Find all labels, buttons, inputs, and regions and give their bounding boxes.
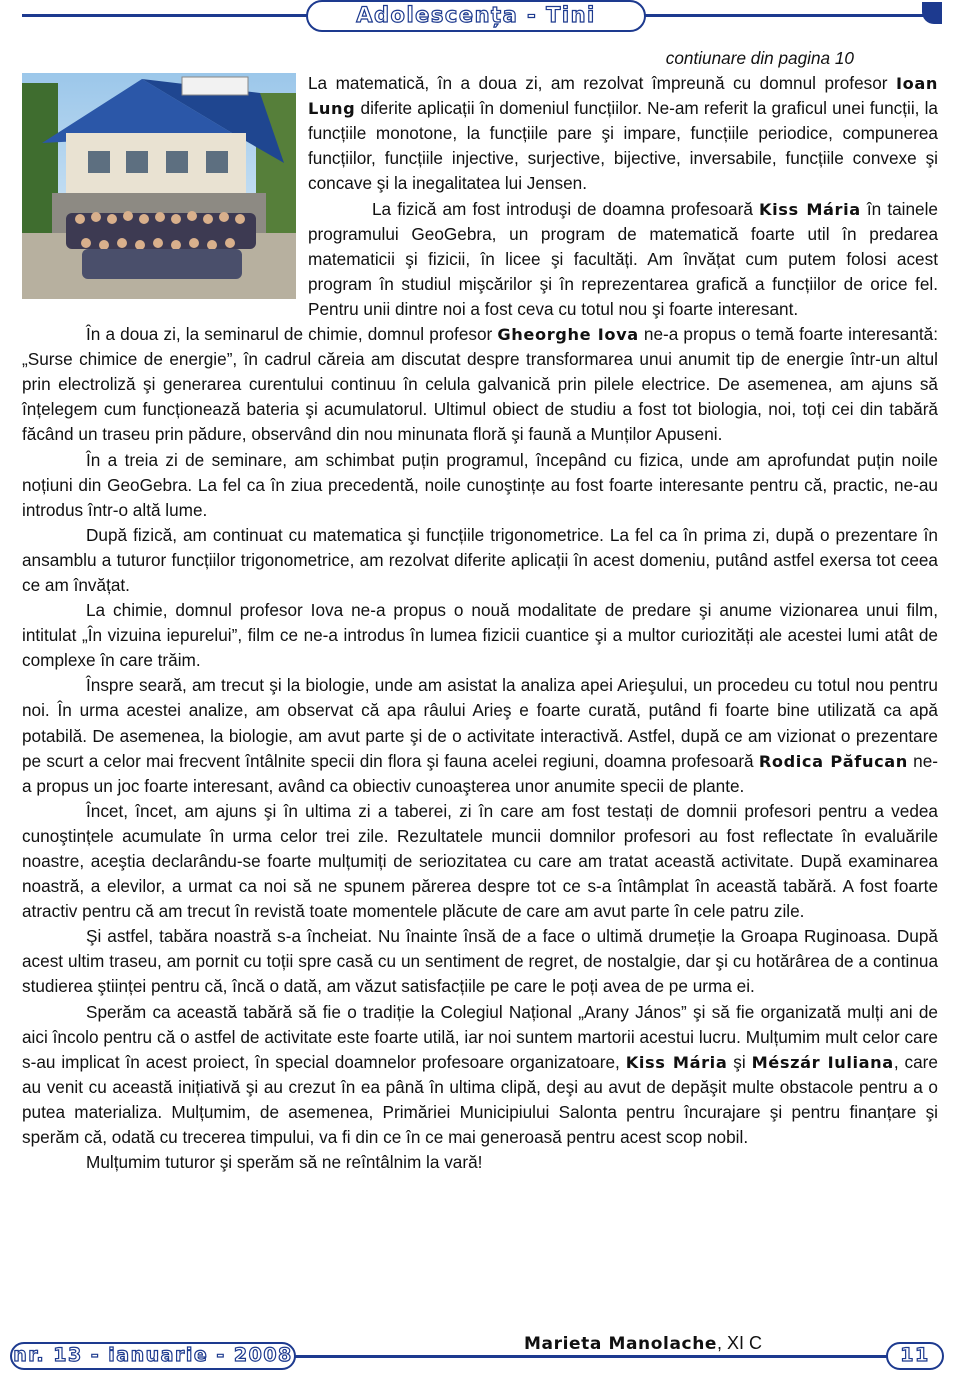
- group-photo: [22, 73, 296, 299]
- continued-note: contiunare din pagina 10: [665, 48, 854, 68]
- paragraph: [22, 799, 938, 924]
- person-name: Mészár Iuliana: [751, 1052, 894, 1072]
- page-number-badge: [886, 1342, 944, 1370]
- paragraph: [22, 448, 938, 523]
- magazine-section-title: Adolescența - Tini: [356, 3, 596, 27]
- text-segment: ne-a propus o temă foarte interesantă: „Surse chimice de energie”, în cadrul căreia am discutat despre transformarea unui anumit tip de energie într-un altul prin electroliză şi generarea curentului continuu în celula galvanică prin pilele electrice. De asemenea, am ajuns să înțelegem cum funcționează bateria şi acumulatorul. Ultimul obiect de studiu a fost tot biologia, noi, toți cei din tabără făcând un traseu prin pădure, observând din nou minunata floră şi faună a Munților Apuseni.: [22, 324, 938, 445]
- person-name: Ioan Lung: [308, 74, 938, 119]
- person-name: Rodica Păfucan: [758, 751, 908, 771]
- text-segment: ne-a propus un joc foarte interesant, având ca obiectiv cunoaşterea unor anumite specii de plante.: [22, 750, 938, 796]
- text-segment: Sperăm ca această tabără să fie o tradiție la Colegiul Național „Arany János” şi să fie organizată mulți ani de aici încolo pentru că o astfel de activitate este foarte utilă, iar noi suntem martorii acestui lucru. Mulțumim mult celor care s-au implicat în acest proiect, în special doamnelor profesoare organizatoare,: [22, 1001, 938, 1072]
- text-segment: La fizică am fost introduşi de doamna profesoară: [372, 198, 759, 219]
- text-segment: diferite aplicații în domeniul funcțiilor. Ne-am referit la graficul unei funcții, la funcțiile monotone, la funcțiile pare şi impare, funcțiile periodice, compunerea funcțiilor, funcțiile injective, surjective, bijective, inversabile, funcțiile convexe şi concave şi la inegalitatea lui Jensen.: [308, 98, 938, 194]
- text-segment: în tainele programului GeoGebra, un program de matematică foarte util în predarea matematicii şi fizicii, în licee şi facultăți. Am învățat cum putem folosi acest program în studiul mişcărilor şi în reprezentarea grafică a funcțiilor de orice fel. Pentru unii dintre noi a fost ceva cu totul nou şi foarte interesant.: [308, 198, 938, 319]
- paragraph: [22, 523, 938, 598]
- paragraph: [22, 1150, 938, 1175]
- author-signature: [524, 1331, 762, 1356]
- text-segment: În a doua zi, la seminarul de chimie, domnul profesor: [86, 324, 498, 345]
- text-segment: După fizică, am continuat cu matematica şi funcțiile trigonometrice. La fel ca în prima zi, după o prezentare în ansamblu a tuturor funcțiilor trigonometrice, am rezolvat diferite aplicații în acest domeniu, putând astfel exersa tot ceea ce am învățat.: [22, 524, 938, 595]
- paragraph: [22, 322, 938, 447]
- text-segment: Mulțumim tuturor şi sperăm să ne reîntâlnim la vară!: [86, 1152, 483, 1173]
- text-segment: Înspre seară, am trecut şi la biologie, unde am asistat la analiza apei Arieşului, un procedeu cu totul nou pentru noi. În urma acestei analize, am observat că apa râului Arieş e foarte curată, putând fi foarte bine utilizată ca apă potabilă. De asemenea, la biologie, am avut parte şi de o activitate interactivă. Astfel, după ce am vizionat o prezentare pe scurt a celor mai frecvent întâlnite specii din flora şi fauna acelei regiuni, doamna profesoară: [22, 675, 938, 771]
- paragraph: [22, 673, 938, 798]
- page-number: 11: [900, 1344, 930, 1366]
- person-name: Gheorghe Iova: [497, 325, 639, 345]
- text-segment: La chimie, domnul profesor Iova ne-a propus o nouă modalitate de predare şi anume vizionarea unui film, intitulat „În vizuina iepurelui”, film ce ne-a introdus în lumea fizicii cuantice şi a multor curiozități ale acestei lumi atât de complexe în care trăim.: [22, 600, 938, 671]
- text-segment: şi: [727, 1051, 752, 1072]
- author-name: Marieta Manolache: [524, 1334, 718, 1354]
- paragraph: [22, 598, 938, 673]
- article-body: [22, 46, 938, 1175]
- text-segment: La matematică, în a doua zi, am rezolvat împreună cu domnul profesor: [308, 73, 896, 94]
- paragraph: [22, 924, 938, 999]
- person-name: Kiss Mária: [759, 199, 861, 219]
- issue-badge: [10, 1342, 296, 1370]
- header-corner-ornament: [922, 2, 942, 24]
- issue-label: nr. 13 - ianuarie - 2008: [13, 1344, 293, 1366]
- author-class: , XI C: [717, 1333, 763, 1353]
- person-name: Kiss Mária: [625, 1052, 728, 1072]
- header-title-badge: [306, 0, 646, 32]
- text-segment: Şi astfel, tabăra noastră s-a încheiat. Nu înainte însă de a face o ultimă drumeție la Groapa Ruginoasa. După acest ultim traseu, am pornit cu toții spre casă cu un sentiment de regret, de nostalgie, dar şi cu hotărârea de a continua studierea ştiinței pentru că, încă o dată, am văzut satisfacțiile pe care le poți avea de pe urma ei.: [22, 926, 938, 997]
- text-segment: Încet, încet, am ajuns şi în ultima zi a taberei, zi în care am fost testați de domnii profesori pentru a vedea cunoştințele acumulate în urma celor trei zile. Rezultatele muncii domnilor profesori au fost reflectate în evaluările noastre, aceştia declarându-se foarte mulțumiți de seriozitatea cu care am tratat această activitate. După examinarea noastră, a elevilor, a urmat ca noi să ne spunem părerea despre tot ce s-a întâmplat în această tabără. A fost foarte atractiv pentru că am trecut în revistă toate momentele plăcute de care am avut parte în cele patru zile.: [22, 800, 938, 922]
- text-segment: , care au venit cu această inițiativă şi au crezut în ea până în ultima clipă, deşi au avut de depăşit multe obstacole pentru a o putea materializa. Mulțumim, de asemenea, Primăriei Municipiului Salonta pentru încurajare şi pentru finanțare şi sperăm că, odată cu trecerea timpului, va fi din ce în ce mai generoasă pentru acest scop nobil.: [22, 1051, 938, 1148]
- group-photo-image: [22, 73, 296, 299]
- text-segment: În a treia zi de seminare, am schimbat puțin programul, începând cu fizica, unde am aprofundat puțin noile noțiuni din GeoGebra. La fel ca în ziua precedentă, noile cunoştințe au fost foarte interesante pentru că, practic, ne-au introdus într-o altă lume.: [22, 449, 938, 520]
- paragraph: [22, 1000, 938, 1151]
